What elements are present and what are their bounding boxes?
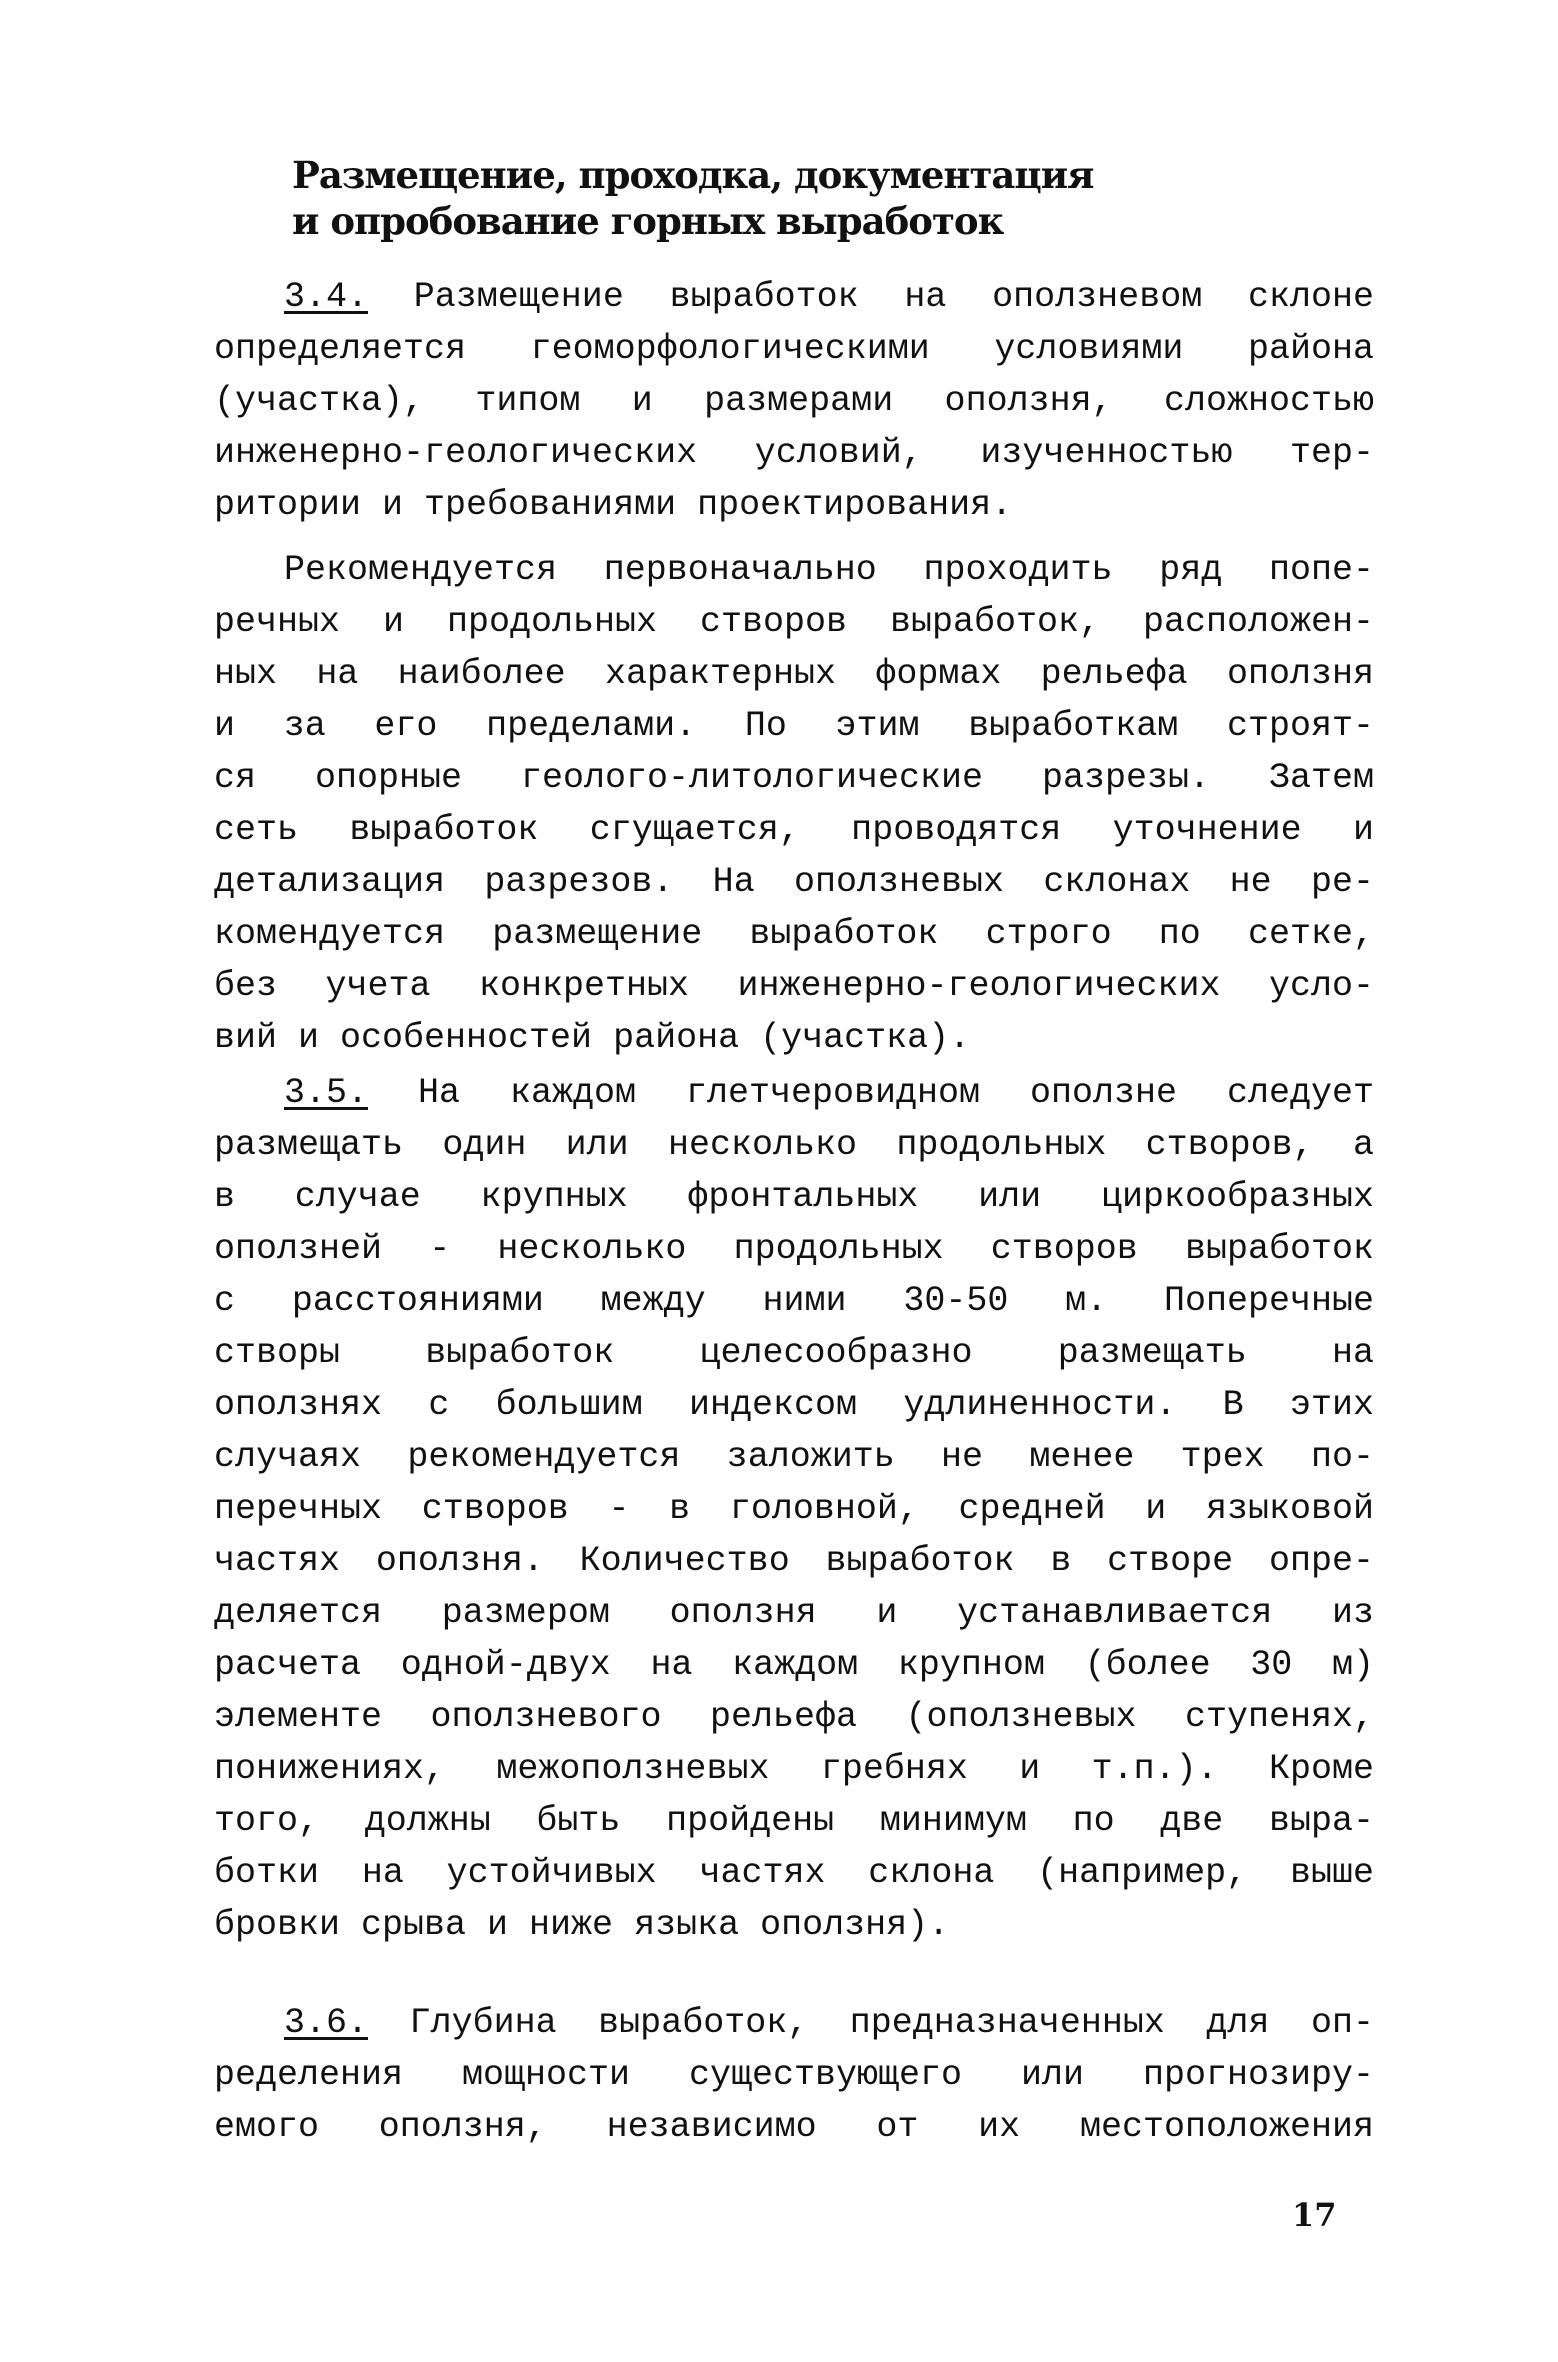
paragraph-number: 3.5. xyxy=(284,1073,369,1113)
paragraph-line: расчета одной-двух на каждом крупном (более 30 м) xyxy=(214,1645,1374,1685)
paragraph-line: сеть выработок сгущается, проводятся уточнение и xyxy=(214,810,1374,850)
paragraph-line: частях оползня. Количество выработок в створе опре- xyxy=(214,1541,1374,1581)
section-heading xyxy=(292,152,1392,244)
paragraph-line: Рекомендуется первоначально проходить ряд попе- xyxy=(284,550,1374,590)
paragraph-line: размещать один или несколько продольных створов, а xyxy=(214,1125,1374,1165)
paragraph-line: понижениях, межоползневых гребнях и т.п.). Кроме xyxy=(214,1749,1374,1789)
paragraph-line: речных и продольных створов выработок, расположен- xyxy=(214,602,1374,642)
paragraph-number: 3.4. xyxy=(284,277,369,317)
paragraph-number: 3.6. xyxy=(284,2003,369,2043)
paragraph-line: определяется геоморфологическими условиями района xyxy=(214,329,1374,369)
paragraph-line: в случае крупных фронтальных или циркообразных xyxy=(214,1177,1374,1217)
paragraph-line: 3.5. На каждом глетчеровидном оползне следует xyxy=(284,1073,1374,1113)
paragraph-line: емого оползня, независимо от их местоположения xyxy=(214,2107,1374,2147)
paragraph-line: перечных створов - в головной, средней и языковой xyxy=(214,1489,1374,1529)
paragraph-line: ределения мощности существующего или прогнозиру- xyxy=(214,2055,1374,2095)
paragraph-line: бровки срыва и ниже языка оползня). xyxy=(214,1905,950,1945)
paragraph-line: детализация разрезов. На оползневых склонах не ре- xyxy=(214,862,1374,902)
paragraph-3-6 xyxy=(214,1997,1374,2153)
paragraph-line: оползнях с большим индексом удлиненности. В этих xyxy=(214,1385,1374,1425)
paragraph-line: комендуется размещение выработок строго по сетке, xyxy=(214,914,1374,954)
paragraph-3-5 xyxy=(214,1067,1374,1951)
section-heading-line-1: Размещение, проходка, документация xyxy=(292,153,1094,197)
page-number: 17 xyxy=(1292,2196,1337,2234)
paragraph-line: вий и особенностей района (участка). xyxy=(214,1018,971,1058)
paragraph-line: ботки на устойчивых частях склона (например, выше xyxy=(214,1853,1374,1893)
paragraph-line: ся опорные геолого-литологические разрезы. Затем xyxy=(214,758,1374,798)
paragraph-recommendations xyxy=(214,544,1374,1064)
paragraph-line: ных на наиболее характерных формах рельефа оползня xyxy=(214,654,1374,694)
paragraph-line: инженерно-геологических условий, изученностью тер- xyxy=(214,433,1374,473)
paragraph-line: оползней - несколько продольных створов выработок xyxy=(214,1229,1374,1269)
paragraph-line: створы выработок целесообразно размещать на xyxy=(214,1333,1374,1373)
paragraph-line: деляется размером оползня и устанавливается из xyxy=(214,1593,1374,1633)
paragraph-line: того, должны быть пройдены минимум по две выра- xyxy=(214,1801,1374,1841)
paragraph-line: и за его пределами. По этим выработкам строят- xyxy=(214,706,1374,746)
paragraph-line: без учета конкретных инженерно-геологических усло- xyxy=(214,966,1374,1006)
paragraph-line: ритории и требованиями проектирования. xyxy=(214,485,1013,525)
paragraph-3-4 xyxy=(214,271,1374,531)
paragraph-line: 3.4. Размещение выработок на оползневом склоне xyxy=(284,277,1374,317)
paragraph-line: (участка), типом и размерами оползня, сложностью xyxy=(214,381,1374,421)
section-heading-line-2: и опробование горных выработок xyxy=(292,199,1004,243)
paragraph-line: с расстояниями между ними 30-50 м. Поперечные xyxy=(214,1281,1374,1321)
paragraph-line: 3.6. Глубина выработок, предназначенных для оп- xyxy=(284,2003,1374,2043)
paragraph-line: случаях рекомендуется заложить не менее трех по- xyxy=(214,1437,1374,1477)
paragraph-line: элементе оползневого рельефа (оползневых ступенях, xyxy=(214,1697,1374,1737)
